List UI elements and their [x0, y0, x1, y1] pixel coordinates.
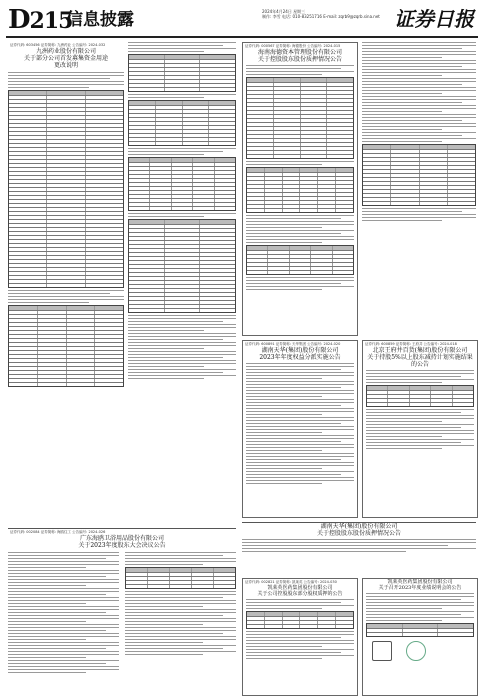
data-table: [246, 245, 354, 275]
announcement-1: [8, 42, 124, 522]
data-table: [246, 167, 354, 213]
data-table: [128, 219, 236, 313]
body-text: [128, 315, 236, 379]
header-meta: [262, 9, 380, 19]
announcement-title: 关于召开2023年度业绩说明会的公告: [378, 585, 462, 591]
announcement-title: 更改说明: [53, 62, 78, 69]
announcement-3-continued: [362, 42, 476, 334]
announcement-title: 关于持股5%以上股东减持计划实施结果: [367, 354, 473, 361]
announcement-1-continued: [128, 42, 236, 524]
body-text: [366, 593, 474, 621]
announcement-title: 2023年年度权益分派实施公告: [259, 354, 341, 361]
body-text: [128, 213, 236, 217]
data-table: [128, 157, 236, 211]
announcement-7: [242, 578, 358, 696]
header-contact: 制作: 李雪 电话: 010-83251716 E-mail: zqrb9@zqrb.sina.net: [262, 14, 380, 19]
data-table: [8, 90, 124, 288]
announcement-code: 证券代码: 002821 证券简称: 凯莱英 公告编号: 2024-030: [245, 580, 337, 584]
body-text: [128, 94, 236, 98]
body-text: [8, 290, 124, 303]
announcement-company: 湖南天华(集团)股份有限公司: [320, 523, 398, 530]
announcement-code: 证券代码: 000567 证券简称: 海德股份 公告编号: 2024-015: [245, 44, 341, 48]
announcement-4: [242, 340, 358, 518]
body-text: [125, 552, 236, 675]
body-text: [242, 539, 476, 552]
body-text: [246, 161, 354, 165]
announcement-title: 关于2023年度股东大会决议公告: [78, 542, 166, 549]
announcement-6: [242, 522, 476, 575]
announcement-company: 海南海德资本管理股份有限公司: [257, 49, 342, 56]
data-table: [246, 77, 354, 159]
announcement-title: 关于公司控股股东部分股权质押的公告: [257, 591, 343, 597]
body-text: [8, 72, 124, 88]
body-text: [246, 277, 354, 290]
announcement-8: [362, 578, 478, 696]
data-table: [128, 100, 236, 146]
data-table: [8, 305, 124, 387]
body-text: [362, 208, 476, 221]
announcement-5: [362, 340, 478, 518]
section-title: 信息披露: [66, 10, 134, 30]
announcement-company: 湖南天华(集团)股份有限公司: [261, 347, 339, 354]
announcement-company: 凯莱英医药集团股份有限公司: [387, 579, 453, 585]
body-text: [8, 552, 119, 675]
page-number: D215: [8, 5, 73, 35]
data-table: [362, 144, 476, 206]
body-text: [366, 370, 474, 383]
body-text: [128, 148, 236, 155]
data-table: [246, 611, 354, 629]
announcement-title: 关于控股股东股份质押情况公告: [316, 530, 401, 537]
body-text: [246, 65, 354, 75]
body-text: [128, 42, 236, 52]
announcement-code: 证券代码: 603456 证券简称: 九洲药业 公告编号: 2024-032: [10, 43, 106, 47]
data-table: [125, 567, 236, 589]
company-seal-icon: [406, 641, 426, 661]
data-table: [366, 623, 474, 637]
data-table: [366, 385, 474, 407]
announcement-code: 证券代码: 002084 证券简称: 海鸥住工 公告编号: 2024-026: [10, 530, 106, 534]
announcement-company: 广东海鸥卫浴用品股份有限公司: [79, 535, 164, 542]
body-text: [246, 631, 354, 659]
announcement-code: 证券代码: 600891 证券简称: 天华集团 公告编号: 2024-020: [245, 342, 341, 346]
announcement-code: 证券代码: 600859 证券简称: 王府井 公告编号: 2024-018: [365, 342, 457, 346]
announcement-2: [8, 528, 236, 695]
header-date: 2024年4月24日 星期三: [262, 9, 306, 14]
body-text: [246, 363, 354, 484]
body-text: [362, 42, 476, 142]
announcement-company: 北京王府井百货(集团)股份有限公司: [372, 347, 468, 354]
announcement-title: 关于控股股东股份质押情况公告: [257, 56, 342, 63]
body-text: [366, 409, 474, 449]
page-header: [6, 6, 478, 38]
announcement-title: 的公告: [410, 361, 429, 368]
announcement-title: 关于部分公司首发募集资金用途: [23, 55, 108, 62]
body-text: [246, 215, 354, 243]
qr-code-icon: [372, 641, 392, 661]
body-text: [246, 599, 354, 609]
announcement-company: 凯莱英医药集团股份有限公司: [267, 585, 333, 591]
announcement-company: 九洲药业股份有限公司: [35, 48, 96, 55]
data-table: [128, 54, 236, 92]
newspaper-brand: 证券日报: [394, 7, 474, 31]
announcement-3: [242, 42, 358, 336]
